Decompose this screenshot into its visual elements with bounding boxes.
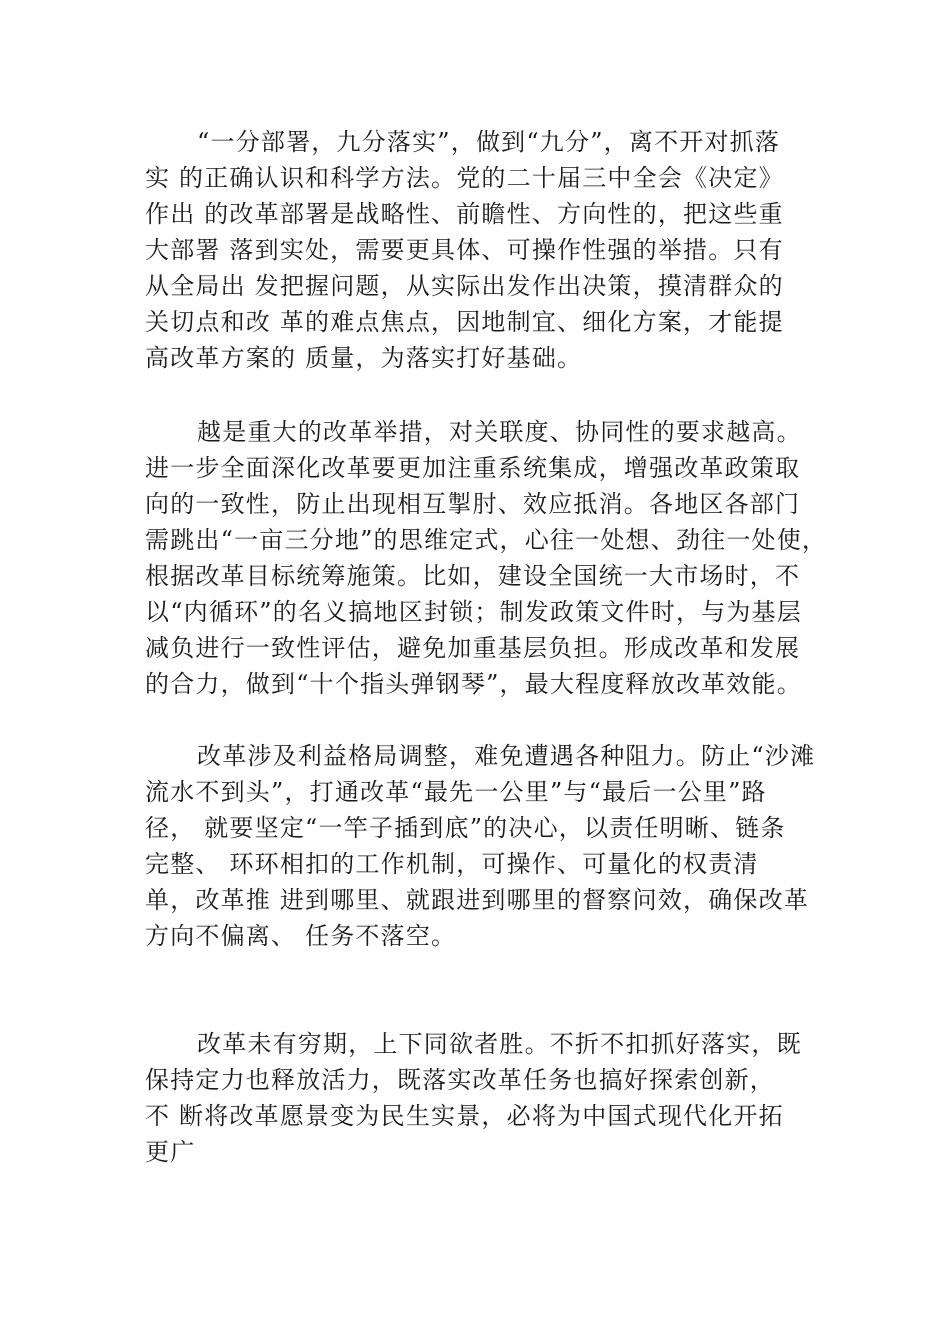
paragraph-line: 需跳出“一亩三分地”的思维定式，心往一处想、劲往一处使， — [145, 526, 828, 554]
paragraph-line: 以“内循环”的名义搞地区封锁；制发政策文件时，与为基层 — [145, 598, 802, 626]
paragraph-line: 单，改革推 进到哪里、就跟进到哪里的督察问效，确保改革 — [145, 886, 810, 914]
paragraph-4 — [145, 1026, 815, 1170]
paragraph-3 — [145, 738, 815, 954]
paragraph-1 — [145, 124, 815, 376]
paragraph-line: 实 的正确认识和科学方法。党的二十届三中全会《决定》 — [145, 164, 784, 192]
paragraph-line: 减负进行一致性评估，避免加重基层负担。形成改革和发展 — [145, 634, 801, 662]
paragraph-line: 径， 就要坚定“一竿子插到底”的决心，以责任明晰、链条 — [145, 814, 786, 842]
paragraph-line: 的合力，做到“十个指头弹钢琴”，最大程度释放改革效能。 — [145, 670, 802, 698]
paragraph-line: 不 断将改革愿景变为民生实景，必将为中国式现代化开拓 — [145, 1102, 784, 1130]
paragraph-line: 向的一致性，防止出现相互掣肘、效应抵消。各地区各部门 — [145, 490, 801, 518]
paragraph-line: 关切点和改 革的难点焦点，因地制宜、细化方案，才能提 — [145, 308, 784, 336]
paragraph-line: 根据改革目标统筹施策。比如，建设全国统一大市场时，不 — [145, 562, 801, 590]
paragraph-line: 方向不偏离、 任务不落空。 — [145, 922, 457, 950]
paragraph-2 — [145, 414, 828, 702]
paragraph-line: 保持定力也释放活力，既落实改革任务也搞好探索创新， — [145, 1066, 775, 1094]
paragraph-line: 流水不到头”，打通改革“最先一公里”与“最后一公里”路 — [145, 778, 767, 806]
paragraph-line: 更广 — [145, 1138, 196, 1166]
paragraph-line: 大部署 落到实处，需要更具体、可操作性强的举措。只有 — [145, 236, 784, 264]
paragraph-line: 进一步全面深化改革要更加注重系统集成，增强改革政策取 — [145, 454, 801, 482]
paragraph-line: 越是重大的改革举措，对关联度、协同性的要求越高。 — [197, 418, 802, 446]
paragraph-line: 从全局出 发把握问题，从实际出发作出决策，摸清群众的 — [145, 272, 784, 300]
paragraph-line: 高改革方案的 质量，为落实打好基础。 — [145, 344, 583, 372]
paragraph-line: 改革涉及利益格局调整，难免遭遇各种阻力。防止“沙滩 — [197, 742, 816, 770]
paragraph-line: 改革未有穷期，上下同欲者胜。不折不扣抓好落实，既 — [197, 1030, 802, 1058]
paragraph-line: 作出 的改革部署是战略性、前瞻性、方向性的，把这些重 — [145, 200, 784, 228]
paragraph-line: “一分部署，九分落实”，做到“九分”，离不开对抓落 — [197, 128, 781, 156]
paragraph-line: 完整、 环环相扣的工作机制，可操作、可量化的权责清 — [145, 850, 759, 878]
